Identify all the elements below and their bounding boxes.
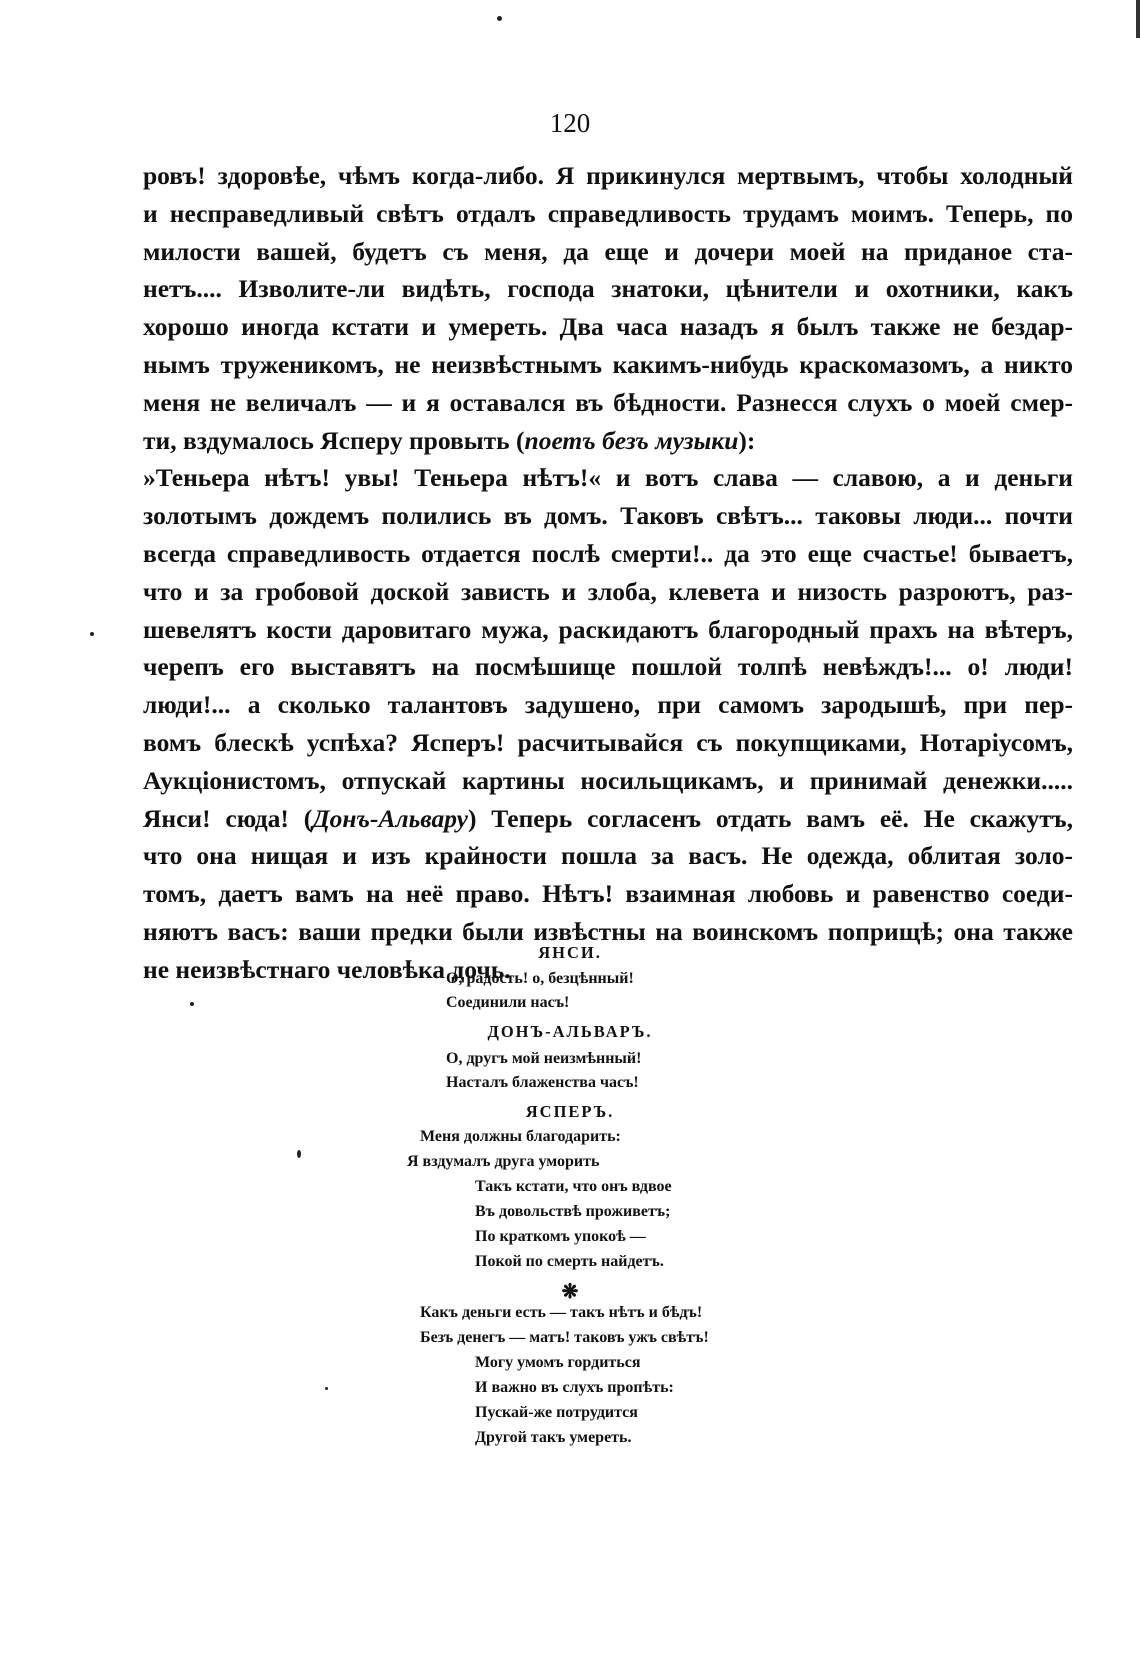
prose-line: Аукціонистомъ, отпускай картины носильщикамъ, и принимай денежки..... bbox=[143, 765, 1073, 795]
prose-line: и несправедливый свѣтъ отдалъ справедливость трудамъ моимъ. Теперь, по bbox=[143, 198, 1073, 228]
prose-line: что и за гробовой доской зависть и злоба, клевета и низость разроютъ, раз- bbox=[143, 576, 1073, 606]
verse-line: И важно въ слухъ пропѣть: bbox=[475, 1379, 674, 1396]
prose-line: не неизвѣстнаго человѣка дочь. bbox=[143, 954, 511, 984]
verse-line: По краткомъ упокоѣ — bbox=[475, 1228, 646, 1245]
verse-line: Безъ денегъ — матъ! таковъ ужъ свѣтъ! bbox=[420, 1329, 709, 1346]
verse-line: Соединили насъ! bbox=[446, 994, 570, 1011]
prose-line: всегда справедливость отдается послѣ смерти!.. да это еще счастье! бываетъ, bbox=[143, 538, 1073, 568]
prose-line: хорошо иногда кстати и умереть. Два часа назадъ я былъ также не бездар- bbox=[143, 312, 1073, 342]
prose-line: няютъ васъ: ваши предки были извѣстны на воинскомъ поприщѣ; она также bbox=[143, 916, 1073, 946]
prose-line: вомъ блескѣ успѣха? Ясперъ! расчитывайся съ покупщиками, Нотаріусомъ, bbox=[143, 727, 1073, 757]
page-number: 120 bbox=[549, 108, 591, 138]
prose-text: ) Теперь согласенъ отдать вамъ её. Не скажутъ, bbox=[467, 803, 1073, 833]
prose-line: люди!... а сколько талантовъ задушено, при самомъ зародышѣ, при пер- bbox=[143, 690, 1073, 720]
verse-line: Могу умомъ гордиться bbox=[475, 1354, 641, 1371]
scan-speck bbox=[297, 1150, 301, 1158]
prose-text: Янси! сюда! ( bbox=[143, 803, 313, 833]
prose-line: шевелятъ кости даровитаго мужа, раскидаютъ благородный прахъ на вѣтеръ, bbox=[143, 614, 1073, 644]
verse-line: Меня должны благодарить: bbox=[420, 1128, 621, 1145]
stage-direction: поетъ безъ музыки bbox=[524, 425, 739, 455]
prose-block bbox=[143, 157, 1073, 989]
scan-speck bbox=[90, 632, 94, 636]
speaker-name-yansi: ЯНСИ. bbox=[538, 943, 602, 962]
prose-line-with-stage-direction bbox=[143, 422, 1073, 460]
prose-line: »Теньера нѣтъ! увы! Теньера нѣтъ!« и вотъ слава — славою, а и деньги bbox=[143, 463, 1073, 493]
prose-line: нымъ труженикомъ, не неизвѣстнымъ какимъ-нибудь краскомазомъ, а никто bbox=[143, 349, 1073, 379]
prose-line: милости вашей, будетъ съ меня, да еще и дочери моей на приданое ста- bbox=[143, 236, 1073, 266]
stage-direction: Донъ-Альвару bbox=[312, 803, 468, 833]
prose-line: ровъ! здоровѣе, чѣмъ когда-либо. Я прикинулся мертвымъ, чтобы холодный bbox=[143, 161, 1073, 190]
prose-line: черепъ его выставятъ на посмѣшище пошлой толпѣ невѣждъ!... о! люди! bbox=[143, 652, 1073, 682]
prose-line-with-stage-direction bbox=[143, 800, 1073, 838]
prose-text: ти, вздумалось Ясперу провыть ( bbox=[143, 425, 525, 455]
prose-text: ): bbox=[738, 425, 756, 455]
verse-line: О, радость! о, безцѣнный! bbox=[446, 970, 634, 987]
prose-line: нетъ.... Изволите-ли видѣть, господа знатоки, цѣнители и охотники, какъ bbox=[143, 274, 1073, 304]
verse-line: Такъ кстати, что онъ вдвое bbox=[475, 1178, 672, 1195]
speaker-name-don-alvar: ДОНЪ-АЛЬВАРЪ. bbox=[487, 1022, 653, 1041]
verse-line: Пускай-же потрудится bbox=[475, 1404, 638, 1421]
scan-speck bbox=[325, 1387, 328, 1390]
prose-line: меня не величалъ — и я оставался въ бѣдности. Разнесся слухъ о моей смер- bbox=[143, 387, 1073, 417]
prose-line: томъ, даетъ вамъ на неё право. Нѣтъ! взаимная любовь и равенство соеди- bbox=[143, 879, 1073, 909]
verse-line: Другой такъ умереть. bbox=[475, 1429, 632, 1446]
scan-speck bbox=[190, 1002, 194, 1006]
verse-line: Я вздумалъ друга уморить bbox=[407, 1153, 600, 1170]
speaker-name-jasper: ЯСПЕРЪ. bbox=[525, 1102, 615, 1121]
stanza-divider-asterism: ❋ bbox=[561, 1281, 579, 1303]
verse-line: Покой по смерть найдетъ. bbox=[475, 1253, 664, 1270]
verse-line: О, другъ мой неизмѣнный! bbox=[446, 1050, 642, 1067]
prose-line: золотымъ дождемъ полились въ домъ. Таковъ свѣтъ... таковы люди... почти bbox=[143, 501, 1073, 531]
scan-speck bbox=[497, 16, 502, 21]
verse-line: Въ довольствѣ проживетъ; bbox=[475, 1203, 671, 1220]
verse-line: Насталъ блаженства часъ! bbox=[446, 1074, 639, 1091]
scan-edge-mark bbox=[1136, 0, 1140, 38]
prose-line: что она нищая и изъ крайности пошла за васъ. Не одежда, облитая золо- bbox=[143, 841, 1073, 871]
verse-line: Какъ деньги есть — такъ нѣтъ и бѣдъ! bbox=[420, 1304, 703, 1321]
